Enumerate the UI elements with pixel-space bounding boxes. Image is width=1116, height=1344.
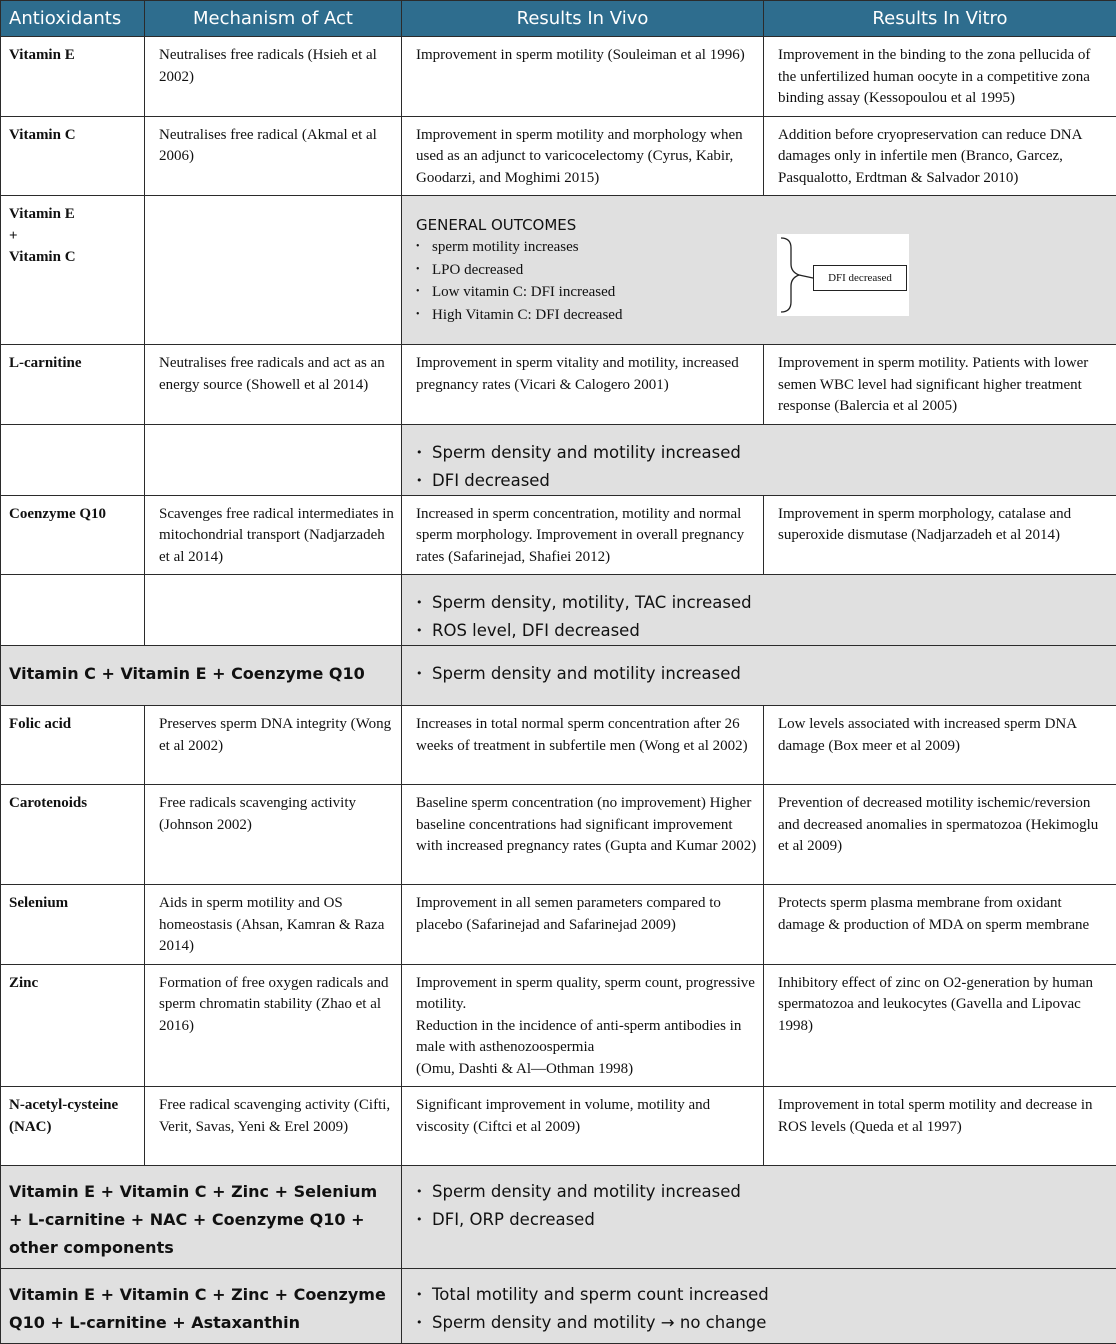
table-row [1,964,1116,1087]
in-vitro-cell: Addition before cryopreservation can reduce DNA damages only in infertile men (Branco, Garcez, Pasqualotto, Erdtman & Salvador 2010) [764,117,1116,196]
name-line-1: Vitamin E [9,204,138,226]
table-row [1,196,1116,345]
antioxidant-name: Coenzyme Q10 [1,496,144,532]
combination-row [1,646,1116,706]
list-item: • LPO decreased [416,259,1116,282]
antioxidant-name: Carotenoids [1,785,144,821]
in-vivo-cell: Increases in total normal sperm concentration after 26 weeks of treatment in subfertile men (Wong et al 2002) [402,706,763,763]
list-item: • Sperm density and motility increased [416,439,1116,467]
in-vivo-line: Improvement in sperm quality, sperm count, progressive motility. [416,973,757,1016]
table-row [1,706,1116,785]
combination-row [1,1269,1116,1344]
antioxidant-name: Zinc [1,965,144,1001]
in-vivo-cell: Baseline sperm concentration (no improvement) Higher baseline concentrations had significant improvement with increased pregnancy rates (Gupta and Kumar 2002) [402,785,763,864]
summary-row [1,424,1116,495]
antioxidant-name: Selenium [1,885,144,921]
header-in-vitro: Results In Vitro [764,1,1116,37]
combination-results-cell [402,646,1116,706]
table-row [1,885,1116,965]
mechanism-cell: Neutralises free radicals (Hsieh et al 2002) [145,37,401,94]
in-vivo-cell: Improvement in all semen parameters compared to placebo (Safarinejad and Safarinejad 2009) [402,885,763,942]
header-antioxidants: Antioxidants [1,1,145,37]
name-line-2: Vitamin C [9,247,138,269]
list-item: • Sperm density, motility, TAC increased [416,589,1116,617]
empty-cell [145,575,402,646]
summary-cell [402,424,1116,495]
in-vitro-cell: Low levels associated with increased sperm DNA damage (Box meer et al 2009) [764,706,1116,763]
mechanism-cell: Scavenges free radical intermediates in mitochondrial transport (Nadjarzadeh et al 2014) [145,496,401,575]
in-vivo-line: (Omu, Dashti & Al—Othman 1998) [416,1059,757,1081]
in-vitro-cell: Protects sperm plasma membrane from oxidant damage & production of MDA on sperm membrane [764,885,1116,942]
combination-name-cell [1,1166,402,1269]
list-item: • sperm motility increases [416,236,1116,259]
table-row [1,785,1116,885]
dfi-brace-figure [777,234,909,316]
list-item: • DFI, ORP decreased [416,1206,1116,1234]
antioxidant-name [1,196,144,275]
list-item: • Sperm density and motility increased [416,1178,1116,1206]
mechanism-cell: Formation of free oxygen radicals and sperm chromatin stability (Zhao et al 2016) [145,965,401,1044]
combination-name-cell [1,1269,402,1344]
in-vivo-cell [402,965,763,1087]
table-row [1,1087,1116,1166]
antioxidant-name: Vitamin E [1,37,144,73]
antioxidant-name: Folic acid [1,706,144,742]
empty-cell [1,424,145,495]
list-item: • Sperm density and motility increased [416,660,1116,688]
in-vitro-cell: Improvement in sperm morphology, catalase and superoxide dismutase (Nadjarzadeh et al 2014) [764,496,1116,553]
list-item: • DFI decreased [416,467,1116,495]
antioxidant-name: Vitamin C [1,117,144,153]
general-outcomes-cell [402,196,1116,345]
combination-name-cell [1,646,402,706]
combination-results-cell [402,1166,1116,1269]
antioxidant-name: L-carnitine [1,345,144,381]
list-item: • High Vitamin C: DFI decreased [416,304,1116,327]
mechanism-cell: Neutralises free radicals and act as an energy source (Showell et al 2014) [145,345,401,402]
table-row [1,116,1116,196]
list-item: • Sperm density and motility → no change [416,1309,1116,1337]
in-vitro-cell: Improvement in total sperm motility and decrease in ROS levels (Queda et al 1997) [764,1087,1116,1144]
combination-name: Vitamin E + Vitamin C + Zinc + Selenium + L-carnitine + NAC + Coenzyme Q10 + other components [1,1166,401,1268]
general-outcomes-title: GENERAL OUTCOMES [402,196,1116,236]
in-vivo-cell: Increased in sperm concentration, motility and normal sperm morphology. Improvement in overall pregnancy rates (Safarinejad, Shafiei 2012) [402,496,763,575]
empty-cell [1,575,145,646]
combination-results-cell [402,1269,1116,1344]
summary-cell [402,575,1116,646]
header-mechanism: Mechanism of Act [145,1,402,37]
mechanism-cell: Free radicals scavenging activity (Johnson 2002) [145,785,401,842]
table-row [1,37,1116,117]
combination-name: Vitamin C + Vitamin E + Coenzyme Q10 [1,646,401,694]
header-in-vivo: Results In Vivo [402,1,764,37]
mechanism-cell: Aids in sperm motility and OS homeostasis (Ahsan, Kamran & Raza 2014) [145,885,401,964]
in-vivo-cell: Improvement in sperm vitality and motility, increased pregnancy rates (Vicari & Calogero 2001) [402,345,763,402]
mechanism-cell: Neutralises free radical (Akmal et al 2006) [145,117,401,174]
mechanism-cell: Preserves sperm DNA integrity (Wong et al 2002) [145,706,401,763]
list-item: • ROS level, DFI decreased [416,617,1116,645]
combination-row [1,1166,1116,1269]
combination-name: Vitamin E + Vitamin C + Zinc + Coenzyme Q10 + L-carnitine + Astaxanthin [1,1269,401,1343]
general-outcomes-list [402,236,1116,326]
in-vivo-line: Reduction in the incidence of anti-sperm antibodies in male with asthenozoospermia [416,1016,757,1059]
header-row [1,1,1116,37]
in-vitro-cell: Improvement in the binding to the zona pellucida of the unfertilized human oocyte in a competitive zona binding assay (Kessopoulou et al 1995) [764,37,1116,116]
in-vivo-cell: Improvement in sperm motility and morphology when used as an adjunct to varicocelectomy (Cyrus, Kabir, Goodarzi, and Moghimi 2015) [402,117,763,196]
in-vitro-cell: Prevention of decreased motility ischemic/reversion and decreased anomalies in spermatozoa (Hekimoglu et al 2009) [764,785,1116,864]
mechanism-cell: Free radical scavenging activity (Cifti, Verit, Savas, Yeni & Erel 2009) [145,1087,401,1144]
antioxidant-name: N-acetyl-cysteine (NAC) [1,1087,144,1144]
dfi-decreased-label: DFI decreased [813,265,907,291]
table-row [1,345,1116,425]
in-vivo-cell: Improvement in sperm motility (Souleiman et al 1996) [402,37,763,73]
list-item: • Low vitamin C: DFI increased [416,281,1116,304]
mechanism-cell-empty [145,196,402,345]
in-vivo-cell: Significant improvement in volume, motility and viscosity (Ciftci et al 2009) [402,1087,763,1144]
list-item: • Total motility and sperm count increased [416,1281,1116,1309]
summary-row [1,575,1116,646]
table-row [1,495,1116,575]
name-plus: + [9,226,138,248]
in-vitro-cell: Improvement in sperm motility. Patients with lower semen WBC level had significant higher treatment response (Balercia et al 2005) [764,345,1116,424]
empty-cell [145,424,402,495]
in-vitro-cell: Inhibitory effect of zinc on O2-generation by human spermatozoa and leukocytes (Gavella and Lipovac 1998) [764,965,1116,1044]
